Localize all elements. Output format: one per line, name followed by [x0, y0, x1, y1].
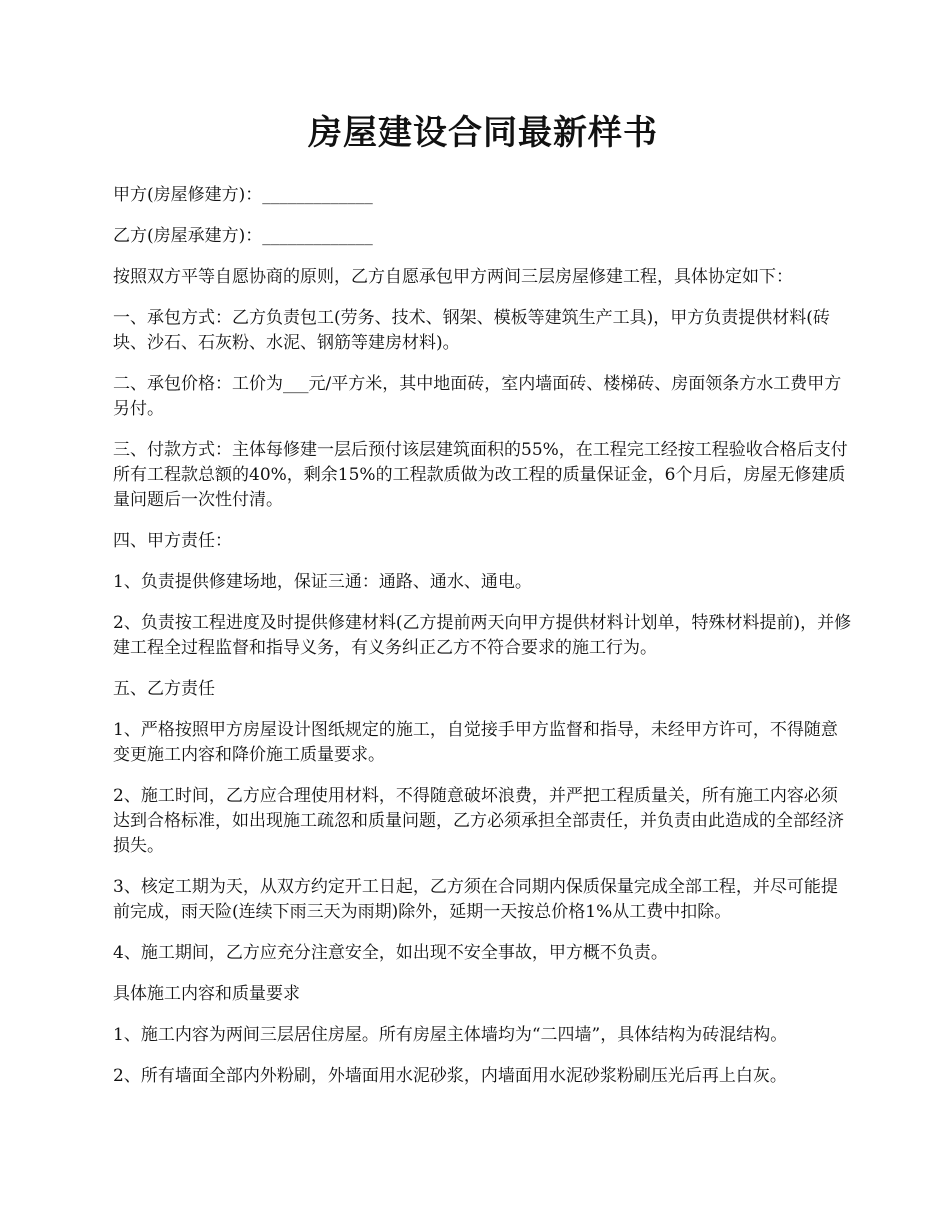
document-title: 房屋建设合同最新样书: [308, 113, 658, 153]
payment-method-paragraph: 三、付款方式：主体每修建一层后预付该层建筑面积的55%，在工程完工经按工程验收合格后支付所有工程款总额的40%，剩余15%的工程款质做为改工程的质量保证金，6个月后，房屋无修建质量问题后一次性付清。: [113, 440, 848, 510]
preamble-paragraph: 按照双方平等自愿协商的原则，乙方自愿承包甲方两间三层房屋修建工程，具体协定如下：: [113, 267, 793, 287]
party-a-duties-heading: 四、甲方责任：: [113, 531, 232, 551]
contract-price-paragraph: 二、承包价格：工价为___元/平方米，其中地面砖，室内墙面砖、楼梯砖、房面领条方水工费甲方另付。: [113, 374, 842, 419]
construction-requirement-1: 1、施工内容为两间三层居住房屋。所有房屋主体墙均为“二四墙”，具体结构为砖混结构。: [113, 1025, 788, 1045]
party-b-line: 乙方(房屋承建方)：_____________: [113, 226, 373, 246]
party-a-line: 甲方(房屋修建方)：_____________: [113, 185, 373, 205]
party-a-duty-1: 1、负责提供修建场地，保证三通：通路、通水、通电。: [113, 572, 532, 592]
construction-requirements-heading: 具体施工内容和质量要求: [113, 984, 300, 1004]
party-a-duty-2: 2、负责按工程进度及时提供修建材料(乙方提前两天向甲方提供材料计划单，特殊材料提前)，并修建工程全过程监督和指导义务，有义务纠正乙方不符合要求的施工行为。: [113, 613, 852, 658]
contract-method-paragraph: 一、承包方式：乙方负责包工(劳务、技术、钢架、模板等建筑生产工具)，甲方负责提供材料(砖块、沙石、石灰粉、水泥、钢筋等建房材料)。: [113, 308, 830, 353]
party-b-duty-2: 2、施工时间，乙方应合理使用材料，不得随意破坏浪费，并严把工程质量关，所有施工内容必须达到合格标准，如出现施工疏忽和质量问题，乙方必须承担全部责任，并负责由此造成的全部经济损失。: [113, 786, 844, 856]
construction-requirement-2: 2、所有墙面全部内外粉刷，外墙面用水泥砂浆，内墙面用水泥砂浆粉刷压光后再上白灰。: [113, 1066, 787, 1086]
document-page: [113, 108, 853, 1105]
party-b-duty-3: 3、核定工期为天，从双方约定开工日起，乙方须在合同期内保质保量完成全部工程，并尽可能提前完成，雨天险(连续下雨三天为雨期)除外，延期一天按总价格1%从工费中扣除。: [113, 877, 838, 922]
party-b-duties-heading: 五、乙方责任: [113, 679, 215, 699]
party-b-duty-1: 1、严格按照甲方房屋设计图纸规定的施工，自觉接手甲方监督和指导，未经甲方许可，不得随意变更施工内容和降价施工质量要求。: [113, 720, 838, 765]
party-b-duty-4: 4、施工期间，乙方应充分注意安全，如出现不安全事故，甲方概不负责。: [113, 943, 668, 963]
